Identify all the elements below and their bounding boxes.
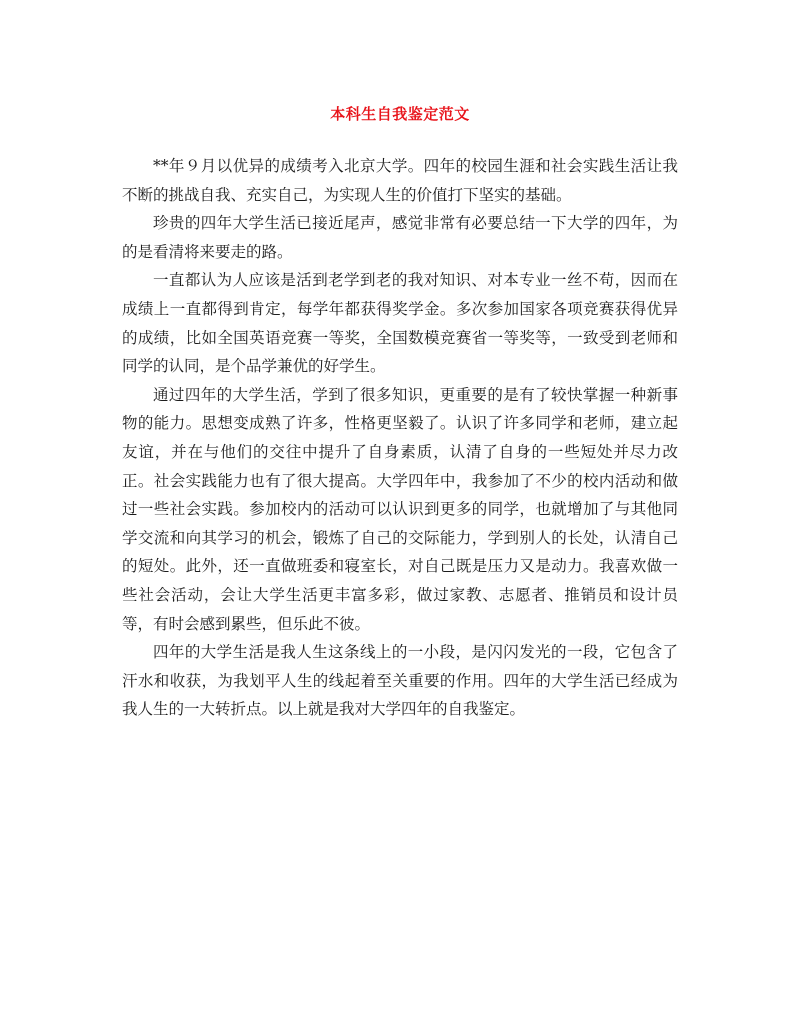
paragraph-4: 通过四年的大学生活，学到了很多知识，更重要的是有了较快掌握一种新事物的能力。思想变成熟了许多，性格更坚毅了。认识了许多同学和老师，建立起友谊，并在与他们的交往中提升了自身素质，认清了自身的一些短处并尽力改正。社会实践能力也有了很大提高。大学四年中，我参加了不少的校内活动和做过一些社会实践。参加校内的活动可以认识到更多的同学，也就增加了与其他同学交流和向其学习的机会，锻炼了自己的交际能力，学到别人的长处，认清自己的短处。此外，还一直做班委和寝室长，对自己既是压力又是动力。我喜欢做一些社会活动，会让大学生活更丰富多彩，做过家教、志愿者、推销员和设计员等，有时会感到累些，但乐此不彼。 <box>122 385 678 633</box>
paragraph-2: 珍贵的四年大学生活已接近尾声，感觉非常有必要总结一下大学的四年，为的是看清将来要走的路。 <box>122 214 678 261</box>
document-body <box>122 152 678 724</box>
paragraph-3: 一直都认为人应该是活到老学到老的我对知识、对本专业一丝不苟，因而在成绩上一直都得到肯定，每学年都获得奖学金。多次参加国家各项竞赛获得优异的成绩，比如全国英语竞赛一等奖，全国数模竞赛省一等奖等，一致受到老师和同学的认同，是个品学兼优的好学生。 <box>122 271 678 376</box>
paragraph-1: **年９月以优异的成绩考入北京大学。四年的校园生涯和社会实践生活让我不断的挑战自我、充实自己，为实现人生的价值打下坚实的基础。 <box>122 157 678 204</box>
document-title: 本科生自我鉴定范文 <box>330 105 470 123</box>
paragraph-5: 四年的大学生活是我人生这条线上的一小段，是闪闪发光的一段，它包含了汗水和收获，为我划平人生的线起着至关重要的作用。四年的大学生活已经成为我人生的一大转折点。以上就是我对大学四年的自我鉴定。 <box>122 643 678 719</box>
